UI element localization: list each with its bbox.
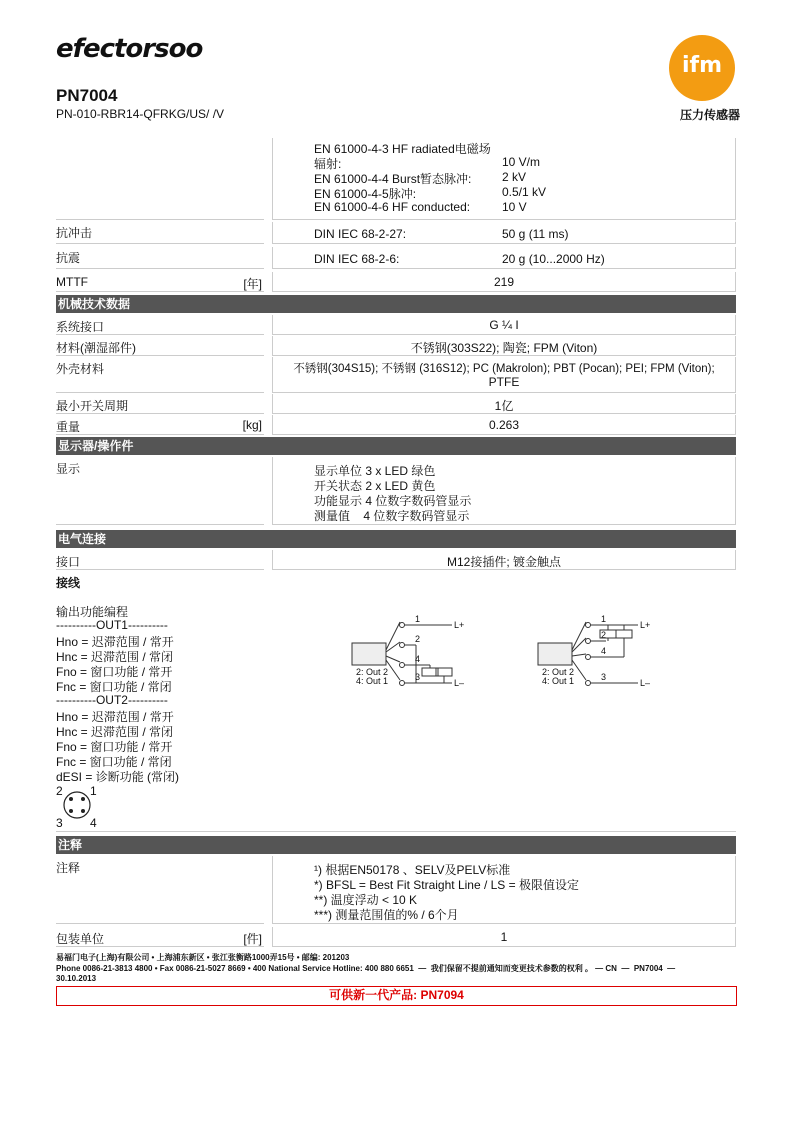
diagram2-lplus: L+: [640, 620, 651, 630]
diagram2-pin1: 1: [601, 614, 607, 624]
ifm-logo: [669, 35, 735, 101]
diagram1-pin2: 2: [415, 634, 421, 644]
emc-val-3: 0.5/1 kV: [502, 185, 547, 199]
display-line-1: 开关状态 2 x LED 黄色: [314, 479, 436, 493]
housing-row: [56, 357, 736, 393]
diagram2-out1: 4: Out 1: [542, 676, 575, 686]
product-subcode: PN-010-RBR14-QFRKG/US/ /V: [56, 107, 225, 121]
diagram1-out1: 4: Out 1: [356, 676, 389, 686]
cycles-value: 1亿: [494, 399, 514, 413]
ifm-logo-text: ifm: [681, 53, 723, 78]
successor-box: [56, 986, 737, 1006]
display-line-3: 测量值 4 位数字数码管显示: [314, 509, 470, 523]
prog-line-8: Fno = 窗口功能 / 常开: [56, 740, 173, 754]
weight-row: [56, 415, 736, 435]
mttf-unit: [年]: [243, 277, 262, 291]
diagram2-lminus: L–: [640, 678, 651, 688]
mttf-label: MTTF: [56, 275, 88, 289]
notes-line-1: *) BFSL = Best Fit Straight Line / LS = 极限值设定: [314, 878, 579, 892]
pin-label-3: 3: [56, 816, 63, 830]
emc-val-2: 2 kV: [502, 170, 527, 184]
display-label: 显示: [56, 462, 81, 476]
connection-label: 系统接口: [56, 320, 105, 334]
section-mechanical: 机械技术数据: [56, 295, 736, 313]
notes-line-3: ***) 测量范围值的% / 6个月: [314, 908, 459, 922]
diagram1-pin3: 3: [415, 672, 421, 682]
prog-line-4: Fnc = 窗口功能 / 常闭: [56, 680, 172, 694]
packing-value: 1: [500, 930, 508, 944]
connector-label: 接口: [56, 555, 81, 569]
packing-row: [56, 927, 736, 947]
product-code: PN7004: [56, 86, 118, 105]
connector-value: M12接插件; 镀金触点: [446, 555, 561, 569]
emc-line-2: EN 61000-4-4 Burst暂态脉冲:: [314, 172, 472, 186]
diagram2-out2: 2: Out 2: [542, 667, 575, 677]
m12-connector-icon: [62, 790, 92, 820]
mttf-value: 219: [493, 275, 515, 289]
cycles-label: 最小开关周期: [56, 399, 129, 413]
prog-title: 输出功能编程: [56, 605, 129, 619]
diagram1-lminus: L–: [454, 678, 465, 688]
diagram1-pin1: 1: [415, 614, 421, 624]
material-wet-row: [56, 336, 736, 356]
display-row: [56, 457, 736, 525]
emc-row: [56, 138, 736, 220]
diagram1-pin4: 4: [415, 654, 421, 664]
successor-product[interactable]: PN7094: [420, 988, 464, 1002]
cycles-row: [56, 394, 736, 414]
diagram2-pin4: 4: [601, 646, 607, 656]
weight-label: 重量: [56, 420, 81, 434]
prog-line-0: ----------OUT1----------: [56, 618, 168, 632]
section-display: 显示器/操作件: [56, 437, 736, 455]
diagram1-out2: 2: Out 2: [356, 667, 389, 677]
mttf-row: [56, 272, 736, 292]
notes-line-2: **) 温度浮动 < 10 K: [314, 893, 418, 907]
prog-line-9: Fnc = 窗口功能 / 常闭: [56, 755, 172, 769]
vibration-standard: DIN IEC 68-2-6:: [314, 252, 400, 266]
diagram2-pin3: 3: [601, 672, 607, 682]
housing-value-1: 不锈钢(304S15); 不锈钢 (316S12); PC (Makrolon); PBT (Pocan); PEI; FPM (Viton);: [293, 363, 715, 375]
connection-value: G ¼ I: [489, 318, 519, 332]
weight-value: 0.263: [488, 418, 520, 432]
wiring-block: [56, 572, 736, 832]
prog-line-10: dESI = 诊断功能 (常闭): [56, 770, 180, 784]
footer-contact: Phone 0086-21-3813 4800 • Fax 0086-21-5027 8669 • 400 National Service Hotline: 400 880 6651 — 我们保留不提前通知而变更技术参数的权利 。 — CN — PN7004 —: [56, 964, 676, 973]
brand-logo: efectorsoo: [56, 34, 203, 64]
shock-label: 抗冲击: [56, 226, 93, 240]
vibration-value: 20 g (10...2000 Hz): [502, 252, 605, 266]
prog-line-5: ----------OUT2----------: [56, 693, 168, 707]
shock-value: 50 g (11 ms): [502, 227, 569, 241]
weight-unit: [kg]: [242, 418, 262, 432]
emc-line-0: EN 61000-4-3 HF radiated电磁场: [314, 142, 491, 156]
connector-row: [56, 550, 736, 570]
wiring-label: 接线: [56, 576, 81, 590]
diagram1-lplus: L+: [454, 620, 465, 630]
diagram2-pin2: 2: [601, 630, 607, 640]
emc-val-1: 10 V/m: [502, 155, 541, 169]
section-notes: 注释: [56, 836, 736, 854]
successor-label: 可供新一代产品:: [329, 988, 421, 1002]
vibration-row: [56, 247, 736, 269]
pin-label-2: 2: [56, 784, 63, 798]
emc-line-4: EN 61000-4-6 HF conducted:: [314, 200, 471, 214]
prog-line-7: Hnc = 迟滞范围 / 常闭: [56, 725, 174, 739]
section-electrical: 电气连接: [56, 530, 736, 548]
housing-value-2: PTFE: [488, 375, 520, 389]
notes-line-0: ¹) 根据EN50178 、SELV及PELV标准: [314, 863, 511, 877]
prog-line-3: Fno = 窗口功能 / 常开: [56, 665, 173, 679]
shock-standard: DIN IEC 68-2-27:: [314, 227, 407, 241]
display-line-2: 功能显示 4 位数字数码管显示: [314, 494, 472, 508]
display-line-0: 显示单位 3 x LED 绿色: [314, 464, 436, 478]
housing-label: 外壳材料: [56, 362, 105, 376]
pin-label-1: 1: [90, 784, 97, 798]
pin-label-4: 4: [90, 816, 97, 830]
notes-row: [56, 856, 736, 924]
footer-date: 30.10.2013: [56, 974, 97, 983]
shock-row: [56, 222, 736, 244]
connection-row: [56, 315, 736, 335]
footer-address: 易福门电子(上海)有限公司 • 上海浦东新区 • 张江张衡路1000弄15号 • 邮编: 201203: [56, 953, 350, 962]
prog-line-6: Hno = 迟滞范围 / 常开: [56, 710, 174, 724]
material-wet-value: 不锈钢(303S22); 陶瓷; FPM (Viton): [410, 341, 598, 355]
prog-line-1: Hno = 迟滞范围 / 常开: [56, 635, 174, 649]
material-wet-label: 材料(潮湿部件): [56, 341, 136, 355]
prog-line-2: Hnc = 迟滞范围 / 常闭: [56, 650, 174, 664]
product-category: 压力传感器: [679, 108, 740, 122]
packing-unit: [件]: [243, 932, 262, 946]
notes-label: 注释: [56, 861, 81, 875]
emc-val-4: 10 V: [502, 200, 527, 214]
emc-line-1: 辐射:: [314, 157, 342, 171]
vibration-label: 抗震: [56, 251, 81, 265]
packing-label: 包装单位: [56, 932, 105, 946]
emc-line-3: EN 61000-4-5脉冲:: [314, 187, 417, 201]
